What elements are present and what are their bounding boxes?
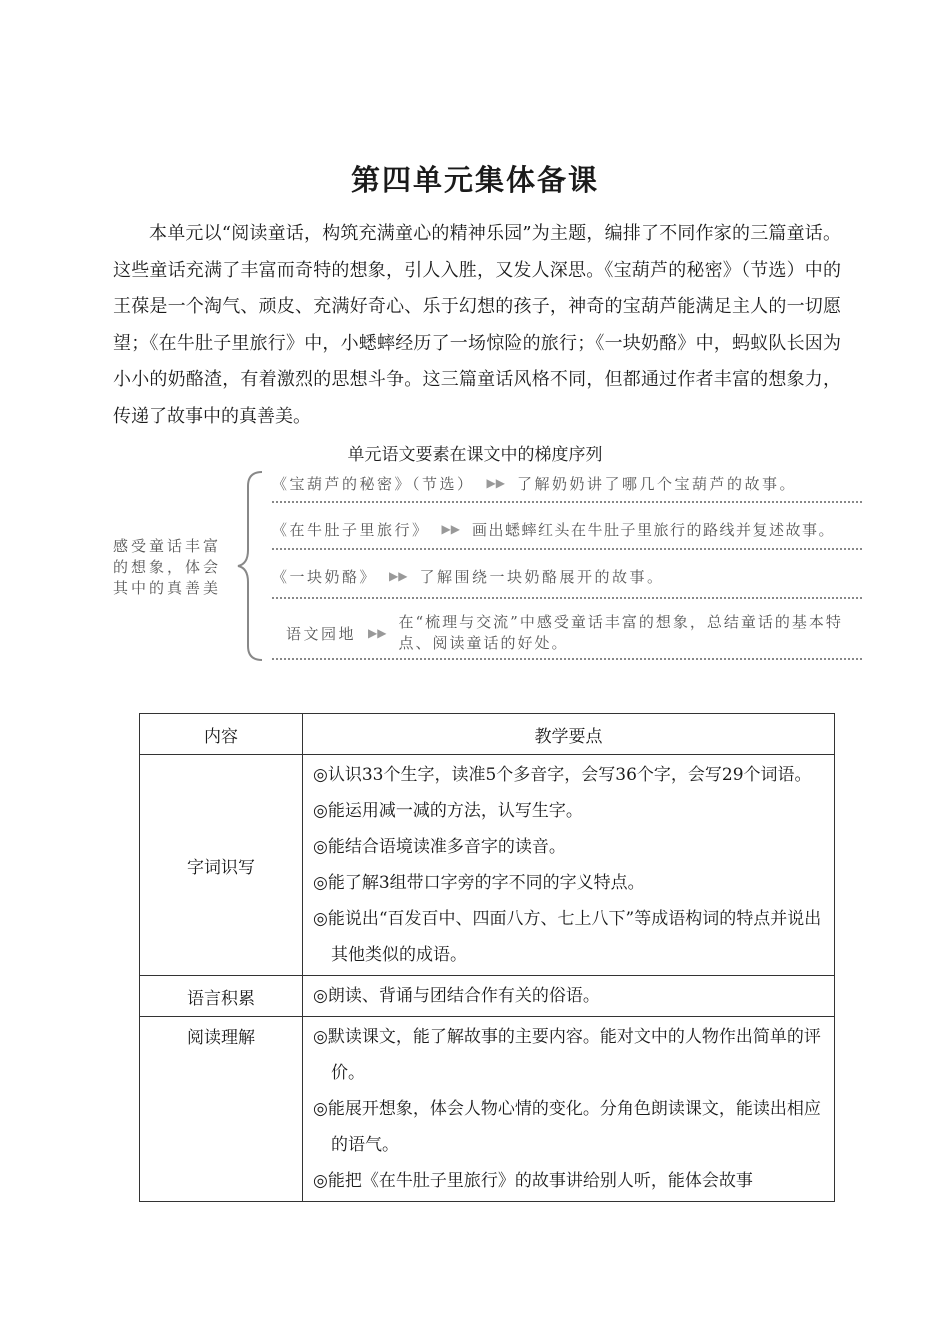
table-row <box>140 976 835 1017</box>
point-item: ◎默读课文，能了解故事的主要内容。能对文中的人物作出简单的评价。 <box>313 1027 821 1083</box>
point-item: ◎能把《在牛肚子里旅行》的故事讲给别人听，能体会故事 <box>313 1171 753 1191</box>
intro-paragraph <box>113 216 841 435</box>
double-arrow-icon: ▶▶ <box>368 626 387 640</box>
diagram-row <box>272 563 862 589</box>
diagram-desc: 了解围绕一块奶酪展开的故事。 <box>419 567 665 586</box>
diagram-lesson: 《在牛肚子里旅行》 <box>272 520 430 539</box>
diagram-title: 单元语文要素在课文中的梯度序列 <box>347 445 603 465</box>
diagram-desc: 了解奶奶讲了哪几个宝葫芦的故事。 <box>516 474 797 493</box>
double-arrow-icon: ▶▶ <box>486 476 505 490</box>
category-cell: 字词识写 <box>140 755 303 976</box>
point-item: ◎朗读、背诵与团结合作有关的俗语。 <box>313 986 600 1006</box>
intro-text: 本单元以“阅读童话，构筑充满童心的精神乐园”为主题，编排了不同作家的三篇童话。这些童话充满了丰富而奇特的想象，引人入胜，又发人深思。《宝葫芦的秘密》（节选）中的王葆是一个淘气、顽皮、充满好奇心、乐于幻想的孩子，神奇的宝葫芦能满足主人的一切愿望；《在牛肚子里旅行》中，小蟋蟀经历了一场惊险的旅行；《一块奶酪》中，蚂蚁队长因为小小的奶酪渣，有着激烈的思想斗争。这三篇童话风格不同，但都通过作者丰富的想象力，传递了故事中的真善美。 <box>113 223 841 427</box>
point-item: ◎能展开想象，体会人物心情的变化。分角色朗读课文，能读出相应的语气。 <box>313 1099 821 1155</box>
teaching-points-table <box>139 713 835 1202</box>
category-cell: 语言积累 <box>140 976 303 1017</box>
double-arrow-icon: ▶▶ <box>441 522 460 536</box>
point-item: ◎能结合语境读准多音字的读音。 <box>313 837 566 857</box>
page-title: 第四单元集体备课 <box>350 163 599 197</box>
points-cell <box>303 1017 835 1202</box>
points-cell <box>303 976 835 1017</box>
diagram-theme: 感受童话丰富的想象，体会其中的真善美 <box>113 537 222 597</box>
header-content: 内容 <box>140 714 303 755</box>
dotted-divider <box>272 548 862 550</box>
diagram-row <box>272 611 862 655</box>
dotted-divider <box>272 658 862 660</box>
diagram-desc: 画出蟋蟀红头在牛肚子里旅行的路线并复述故事。 <box>471 520 835 539</box>
point-item: ◎能运用减一减的方法，认写生字。 <box>313 801 583 821</box>
diagram-lesson: 《宝葫芦的秘密》（节选） <box>272 474 475 493</box>
diagram-row <box>272 516 862 542</box>
diagram-row <box>272 470 862 496</box>
table-row <box>140 1017 835 1202</box>
diagram-lesson: 《一块奶酪》 <box>272 567 378 586</box>
category-cell: 阅读理解 <box>140 1017 303 1202</box>
diagram-desc: 在“梳理与交流”中感受童话丰富的想象，总结童话的基本特点、阅读童话的好处。 <box>398 613 843 652</box>
points-cell <box>303 755 835 976</box>
point-item: ◎能说出“百发百中、四面八方、七上八下”等成语构词的特点并说出其他类似的成语。 <box>313 909 822 965</box>
point-item: ◎认识33个生字，读准5个多音字，会写36个字，会写29个词语。 <box>313 765 812 785</box>
diagram-lesson: 语文园地 <box>286 624 357 643</box>
table-row <box>140 755 835 976</box>
header-points: 教学要点 <box>303 714 835 755</box>
dotted-divider <box>272 597 862 599</box>
brace-icon <box>236 470 266 662</box>
double-arrow-icon: ▶▶ <box>389 569 408 583</box>
dotted-divider <box>272 501 862 503</box>
point-item: ◎能了解3组带口字旁的字不同的字义特点。 <box>313 873 645 893</box>
table-header-row <box>140 714 835 755</box>
